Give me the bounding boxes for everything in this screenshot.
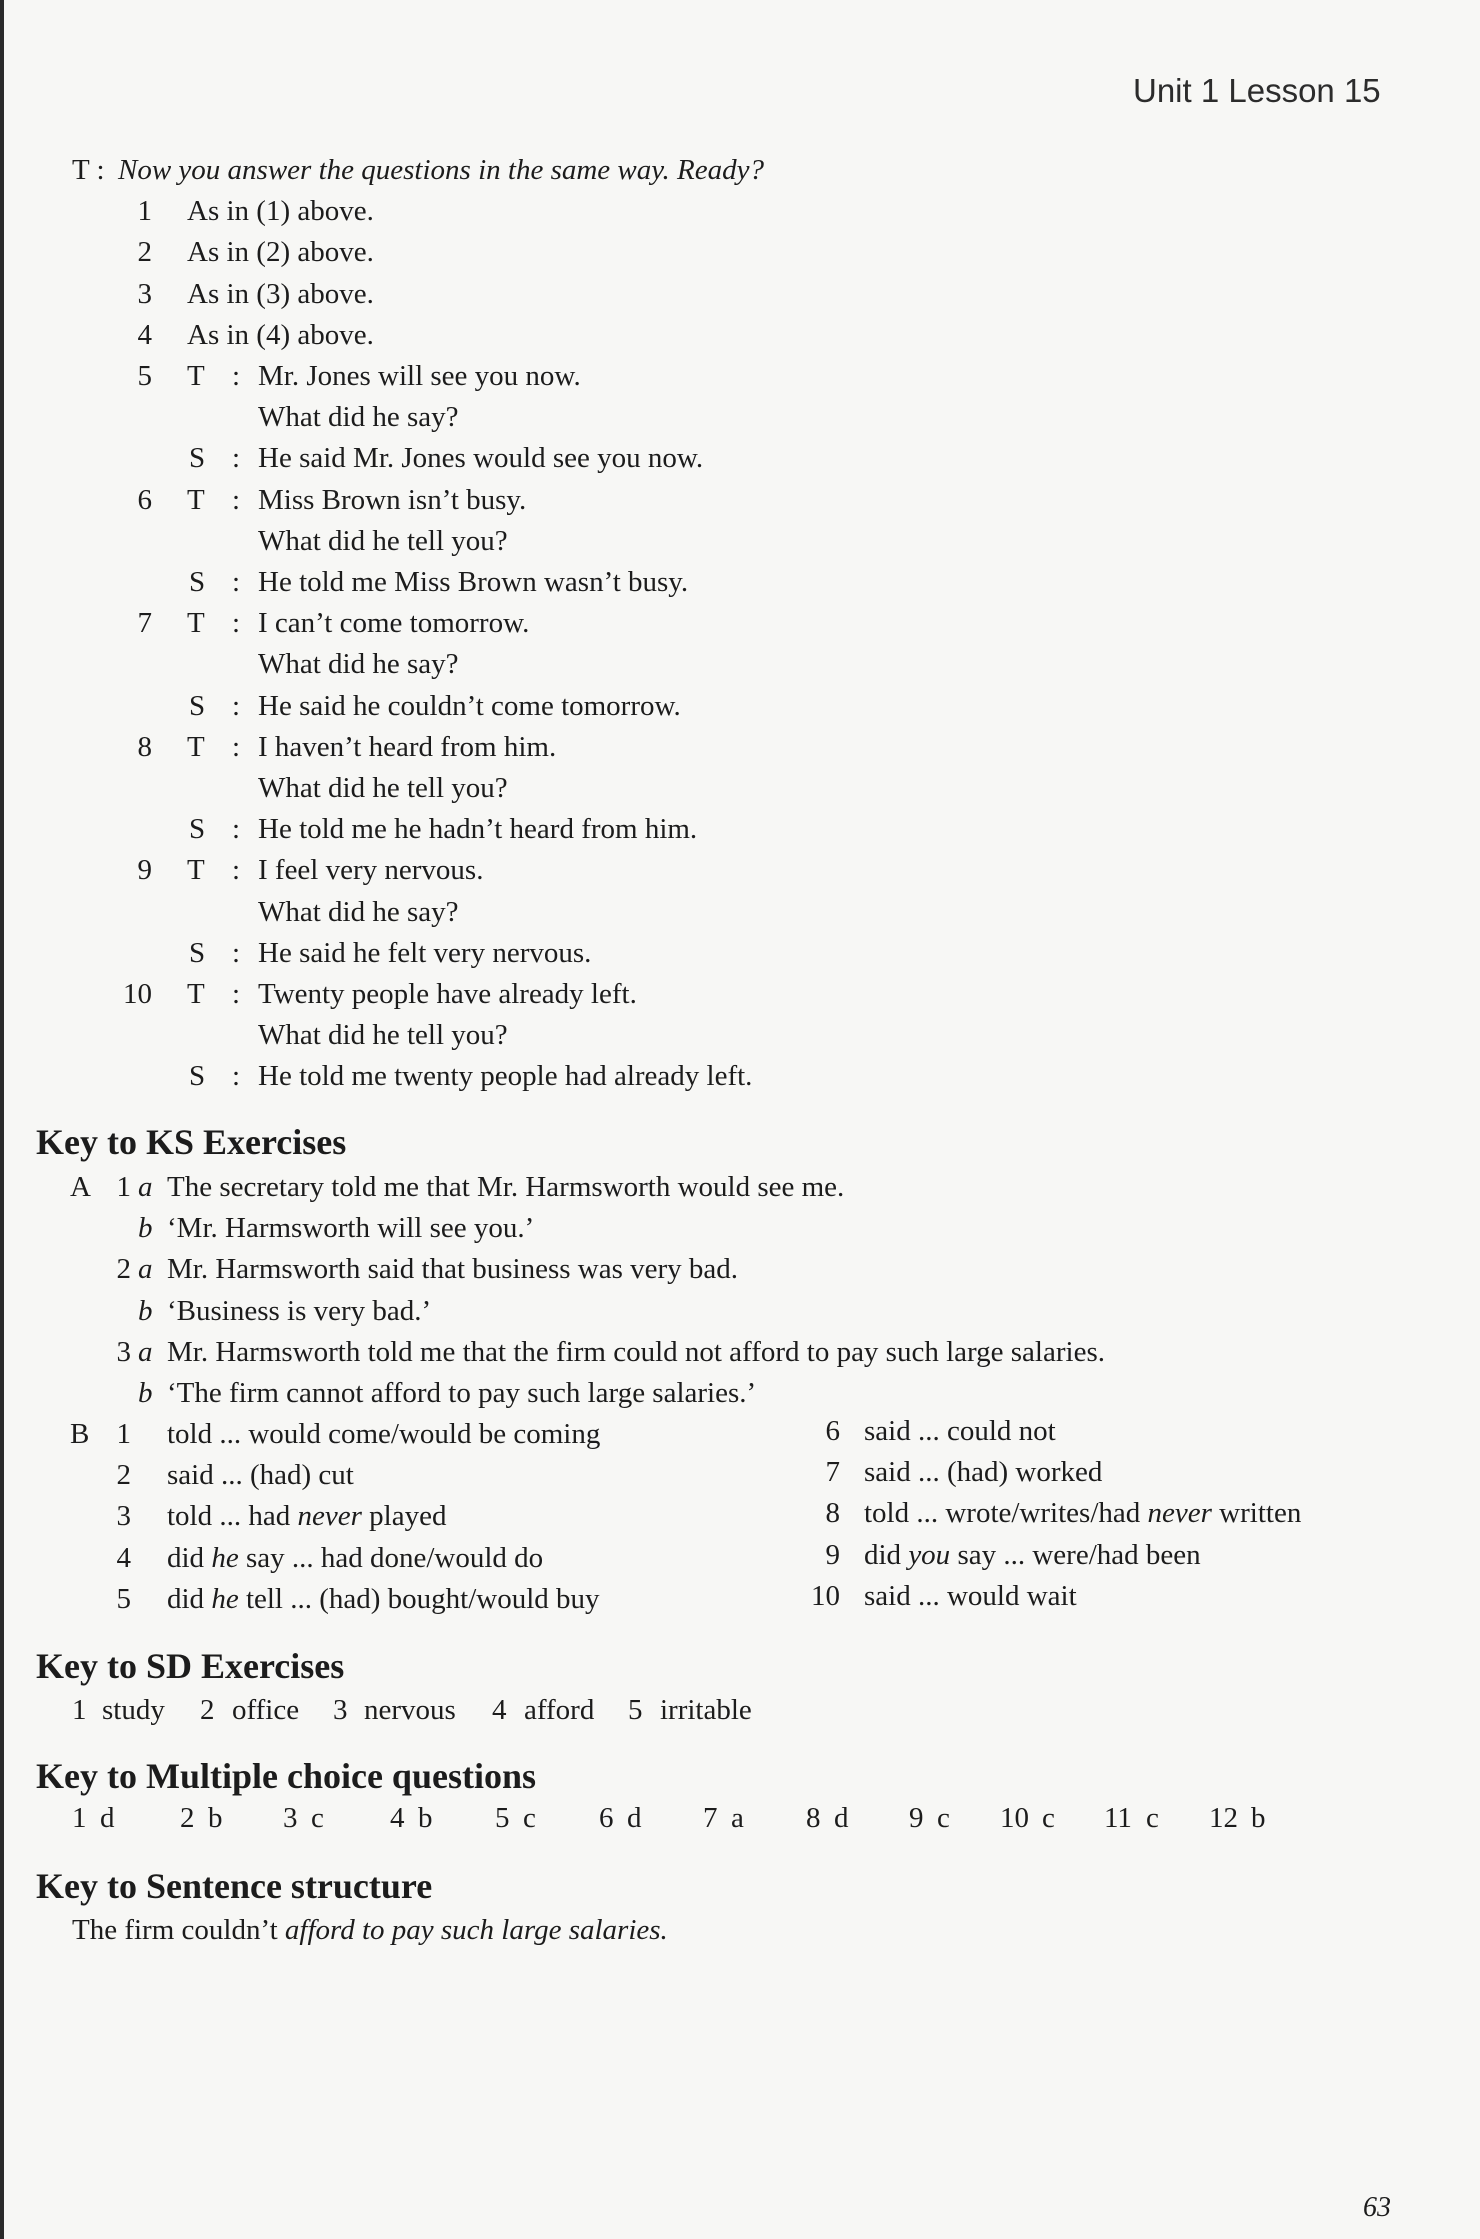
teacher-question: What did he tell you? xyxy=(258,1019,508,1052)
ks-b-answer xyxy=(864,1576,1077,1617)
teacher-line: I feel very nervous. xyxy=(258,854,484,887)
mc-question-number: 11 xyxy=(1104,1802,1132,1834)
student-answer: He said Mr. Jones would see you now. xyxy=(258,442,704,475)
sd-item-word: nervous xyxy=(364,1694,456,1726)
answer-text: said ... (had) cut xyxy=(167,1459,354,1492)
ks-a-item-letter: b xyxy=(138,1377,153,1409)
answer-text-italic: you xyxy=(908,1538,951,1571)
ks-a-item-letter: b xyxy=(138,1212,153,1245)
colon: : xyxy=(232,730,241,763)
drill-item-number: 1 xyxy=(137,195,152,228)
drill-item-text: As in (3) above. xyxy=(187,277,374,310)
answer-text-italic: never xyxy=(297,1500,362,1533)
student-label: S xyxy=(189,1060,206,1093)
ks-a-item-letter: a xyxy=(138,1335,153,1368)
ks-a-item-text: The secretary told me that Mr. Harmsworth would see me. xyxy=(167,1171,845,1203)
teacher-question: What did he tell you? xyxy=(258,524,508,557)
teacher-question: What did he say? xyxy=(258,401,459,434)
drill-item-text: As in (4) above. xyxy=(187,318,374,351)
drill-item-number: 2 xyxy=(137,236,152,269)
colon: : xyxy=(232,607,241,640)
ks-a-item-letter: a xyxy=(138,1171,153,1203)
teacher-label: T xyxy=(187,854,205,887)
mc-question-number: 8 xyxy=(806,1802,821,1834)
answer-text: said ... (had) worked xyxy=(864,1456,1103,1489)
teacher-label: T xyxy=(187,730,205,763)
teacher-label: T xyxy=(187,978,205,1010)
teacher-line: Miss Brown isn’t busy. xyxy=(258,483,527,516)
answer-text-italic: he xyxy=(211,1582,239,1615)
answer-text: say ... were/had been xyxy=(950,1538,1201,1571)
teacher-line: Twenty people have already left. xyxy=(258,978,637,1010)
answer-text: tell ... (had) bought/would buy xyxy=(238,1582,600,1615)
mc-heading: Key to Multiple choice questions xyxy=(36,1756,536,1796)
sd-item-number: 5 xyxy=(628,1694,643,1726)
drill-item-number: 10 xyxy=(123,978,152,1010)
teacher-line: I can’t come tomorrow. xyxy=(258,607,530,640)
colon: : xyxy=(232,360,241,392)
sd-item-number: 4 xyxy=(492,1694,507,1726)
mc-answer-letter: c xyxy=(1042,1802,1055,1834)
ks-section-b-label: B xyxy=(70,1418,90,1450)
page-spine-edge xyxy=(0,0,4,2239)
mc-answer-letter: b xyxy=(208,1802,223,1834)
ks-a-item-letter: a xyxy=(138,1253,153,1286)
mc-question-number: 10 xyxy=(1000,1802,1029,1834)
mc-question-number: 7 xyxy=(703,1802,718,1834)
drill-item-text: As in (1) above. xyxy=(187,195,374,228)
answer-text: did xyxy=(864,1538,909,1571)
answer-text: said ... would wait xyxy=(864,1579,1077,1612)
answer-text: played xyxy=(361,1500,447,1533)
drill-intro-text: Now you answer the questions in the same way. Ready? xyxy=(118,154,764,186)
ks-b-answer xyxy=(864,1452,1102,1493)
ks-b-answer xyxy=(167,1496,446,1537)
answer-text: told ... had xyxy=(167,1500,298,1533)
student-answer: He said he felt very nervous. xyxy=(258,936,592,969)
ss-answer-text: The firm couldn’t xyxy=(72,1914,285,1946)
student-answer: He said he couldn’t come tomorrow. xyxy=(258,689,681,722)
sd-item-word: afford xyxy=(524,1694,595,1726)
drill-intro-speaker: T : xyxy=(72,154,105,186)
colon: : xyxy=(232,483,241,516)
mc-answer-letter: b xyxy=(1251,1802,1266,1834)
ks-b-item-number: 6 xyxy=(825,1415,840,1447)
answer-text: did xyxy=(167,1582,212,1615)
ks-a-item-number: 2 xyxy=(116,1253,131,1286)
running-header: Unit 1 Lesson 15 xyxy=(1133,72,1381,109)
ks-b-item-number: 10 xyxy=(811,1579,840,1612)
ks-a-item-letter: b xyxy=(138,1294,153,1327)
ss-heading: Key to Sentence structure xyxy=(36,1866,433,1906)
mc-question-number: 5 xyxy=(495,1802,510,1834)
colon: : xyxy=(232,978,241,1010)
ks-b-answer xyxy=(167,1455,354,1496)
mc-answer-letter: c xyxy=(937,1802,950,1834)
ks-b-answer xyxy=(864,1535,1201,1576)
ks-b-answer xyxy=(167,1414,600,1455)
ks-b-answer xyxy=(167,1579,600,1620)
ks-a-item-text: ‘The firm cannot afford to pay such large salaries.’ xyxy=(167,1377,757,1409)
colon: : xyxy=(232,854,241,887)
ks-b-item-number: 9 xyxy=(825,1538,840,1571)
mc-answer-letter: d xyxy=(834,1802,849,1834)
answer-text-italic: never xyxy=(1147,1497,1212,1530)
student-label: S xyxy=(189,566,206,598)
student-label: S xyxy=(189,936,206,969)
mc-question-number: 4 xyxy=(390,1802,405,1834)
ks-b-item-number: 4 xyxy=(116,1541,131,1574)
ks-a-item-text: ‘Business is very bad.’ xyxy=(167,1294,432,1327)
drill-item-number: 7 xyxy=(137,607,152,640)
answer-text: did xyxy=(167,1541,212,1574)
teacher-label: T xyxy=(187,360,205,392)
ks-b-item-number: 5 xyxy=(116,1582,131,1615)
ks-a-item-text: ‘Mr. Harmsworth will see you.’ xyxy=(167,1212,535,1245)
teacher-question: What did he say? xyxy=(258,895,459,928)
ks-a-item-number: 3 xyxy=(116,1335,131,1368)
answer-text: said ... could not xyxy=(864,1415,1056,1447)
mc-question-number: 1 xyxy=(72,1802,87,1834)
teacher-label: T xyxy=(187,483,205,516)
sd-heading: Key to SD Exercises xyxy=(36,1646,345,1686)
mc-question-number: 6 xyxy=(599,1802,614,1834)
drill-item-number: 6 xyxy=(137,483,152,516)
student-label: S xyxy=(189,813,206,846)
colon: : xyxy=(232,936,241,969)
teacher-question: What did he say? xyxy=(258,648,459,681)
ss-answer xyxy=(72,1910,668,1951)
colon: : xyxy=(232,689,241,722)
ks-b-item-number: 7 xyxy=(825,1456,840,1489)
mc-answer-letter: c xyxy=(311,1802,324,1834)
mc-answer-letter: d xyxy=(100,1802,115,1834)
mc-answer-letter: c xyxy=(1146,1802,1159,1834)
mc-question-number: 2 xyxy=(180,1802,195,1834)
drill-item-number: 5 xyxy=(137,360,152,392)
sd-item-word: study xyxy=(102,1694,165,1726)
ks-a-item-text: Mr. Harmsworth said that business was very bad. xyxy=(167,1253,739,1286)
ks-b-answer xyxy=(864,1411,1056,1452)
teacher-line: Mr. Jones will see you now. xyxy=(258,360,581,392)
drill-item-number: 3 xyxy=(137,277,152,310)
mc-question-number: 9 xyxy=(909,1802,924,1834)
student-answer: He told me Miss Brown wasn’t busy. xyxy=(258,566,689,598)
student-label: S xyxy=(189,442,206,475)
answer-text: told ... wrote/writes/had xyxy=(864,1497,1148,1530)
sd-item-number: 2 xyxy=(200,1694,215,1726)
ks-a-item-number: 1 xyxy=(116,1171,131,1203)
mc-answer-letter: a xyxy=(731,1802,744,1834)
student-answer: He told me twenty people had already left. xyxy=(258,1060,753,1093)
student-answer: He told me he hadn’t heard from him. xyxy=(258,813,698,846)
ks-b-item-number: 1 xyxy=(116,1418,131,1450)
teacher-line: I haven’t heard from him. xyxy=(258,730,557,763)
drill-item-number: 9 xyxy=(137,854,152,887)
student-label: S xyxy=(189,689,206,722)
ks-b-answer xyxy=(864,1493,1301,1534)
ks-heading: Key to KS Exercises xyxy=(36,1122,347,1162)
teacher-question: What did he tell you? xyxy=(258,772,508,804)
answer-text: written xyxy=(1211,1497,1302,1530)
mc-answer-letter: c xyxy=(523,1802,536,1834)
colon: : xyxy=(232,442,241,475)
colon: : xyxy=(232,813,241,846)
page-number: 63 xyxy=(1363,2192,1391,2223)
colon: : xyxy=(232,566,241,598)
drill-item-text: As in (2) above. xyxy=(187,236,374,269)
ks-b-item-number: 3 xyxy=(116,1500,131,1533)
drill-item-number: 4 xyxy=(137,318,152,351)
answer-text: say ... had done/would do xyxy=(238,1541,544,1574)
answer-text-italic: he xyxy=(211,1541,239,1574)
mc-answer-letter: d xyxy=(627,1802,642,1834)
ss-answer-italic: afford to pay such large salaries. xyxy=(284,1914,668,1946)
colon: : xyxy=(232,1060,241,1093)
sd-item-word: office xyxy=(232,1694,300,1726)
ks-b-item-number: 8 xyxy=(825,1497,840,1530)
ks-b-answer xyxy=(167,1538,543,1579)
ks-section-a-label: A xyxy=(70,1171,91,1203)
ks-b-item-number: 2 xyxy=(116,1459,131,1492)
sd-item-number: 1 xyxy=(72,1694,87,1726)
sd-item-word: irritable xyxy=(660,1694,752,1726)
drill-item-number: 8 xyxy=(137,730,152,763)
mc-question-number: 3 xyxy=(283,1802,298,1834)
mc-question-number: 12 xyxy=(1209,1802,1238,1834)
ks-a-item-text: Mr. Harmsworth told me that the firm could not afford to pay such large salaries. xyxy=(167,1335,1105,1368)
mc-answer-letter: b xyxy=(418,1802,433,1834)
sd-item-number: 3 xyxy=(333,1694,348,1726)
teacher-label: T xyxy=(187,607,205,640)
answer-text: told ... would come/would be coming xyxy=(167,1418,601,1450)
